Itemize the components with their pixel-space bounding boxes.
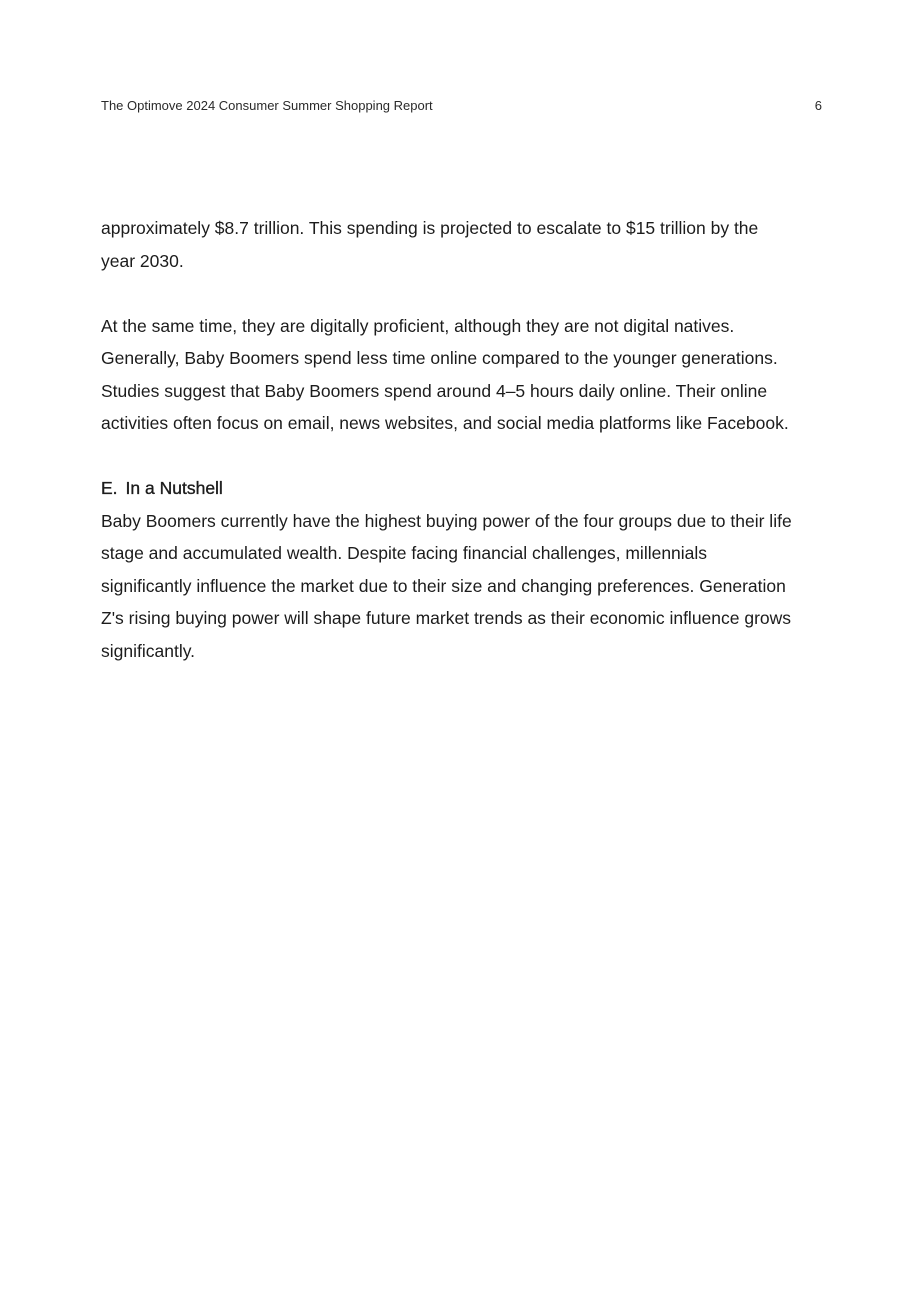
page-content [101, 212, 796, 667]
page-number: 6 [814, 98, 822, 113]
body-paragraph: At the same time, they are digitally proficient, although they are not digital natives. Generally, Baby Boomers spend less time online compared to the younger generations. Studies suggest that Baby Boomers spend around 4–5 hours daily online. Their online activities often focus on email, news websites, and social media platforms like Facebook. [101, 315, 789, 433]
page-header [101, 97, 822, 115]
report-title: The Optimove 2024 Consumer Summer Shopping Report [101, 98, 433, 113]
paragraph-spacer [101, 440, 796, 473]
paragraph-spacer [101, 277, 796, 310]
section-letter: E. [101, 478, 118, 498]
body-paragraph: approximately $8.7 trillion. This spending is projected to escalate to $15 trillion by the year 2030. [101, 218, 759, 271]
section-heading-text: In a Nutshell [125, 478, 223, 498]
section-heading [101, 472, 796, 505]
section-paragraph: Baby Boomers currently have the highest buying power of the four groups due to their life stage and accumulated wealth. Despite facing financial challenges, millennials significantly influence the market due to their size and changing preferences. Generation Z's rising buying power will shape future market trends as their economic influence grows significantly. [101, 510, 792, 661]
